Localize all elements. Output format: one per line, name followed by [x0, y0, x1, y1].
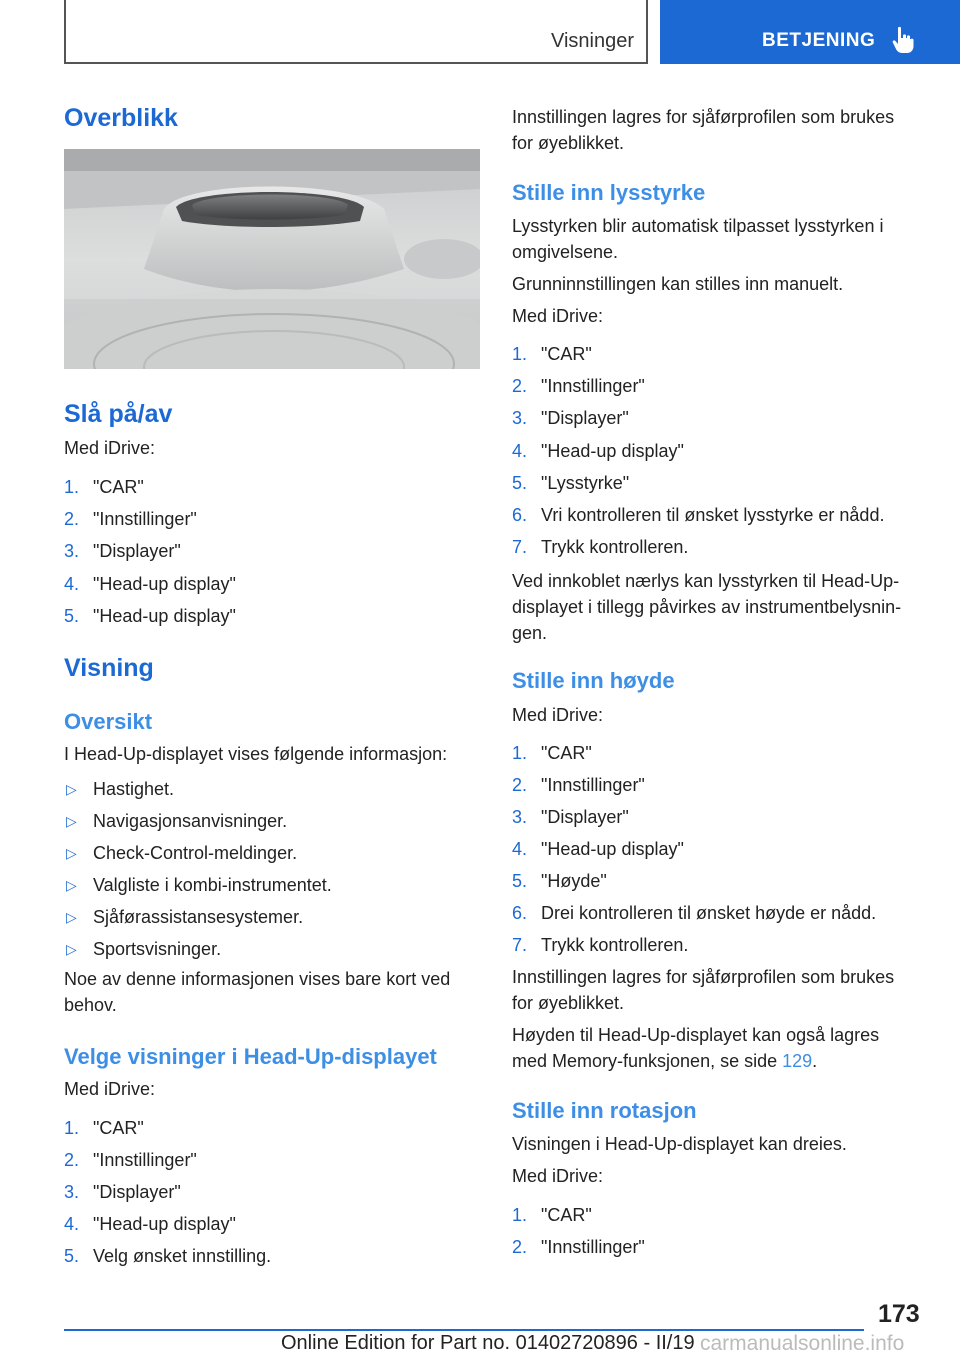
head-up-display-photo: [64, 149, 480, 369]
oversikt-note-line-2: behov.: [64, 995, 117, 1015]
edition-text: Online Edition for Part no. 01402720896 - II/19: [281, 1332, 695, 1354]
oversikt-intro: I Head-Up-displayet vises følgende informasjon:: [64, 744, 448, 764]
brightness-note-line-1: Ved innkoblet nærlys kan lysstyrken til Head-Up-: [512, 571, 900, 591]
profile-note-line-2: for øyeblikket.: [512, 133, 625, 153]
brightness-note-line-3: gen.: [512, 623, 548, 643]
brightness-title: Stille inn lysstyrke: [512, 180, 706, 205]
brightness-p2: Grunninnstillingen kan stilles inn manuelt.: [512, 274, 844, 294]
height-note-line-1: Innstillingen lagres for sjåførprofilen som brukes: [512, 967, 895, 987]
memory-note-line-2: med Memory-funksjonen, se side 129.: [512, 1051, 818, 1071]
brightness-intro: Med iDrive:: [512, 306, 604, 326]
height-intro: Med iDrive:: [512, 705, 604, 725]
display-title: Visning: [64, 654, 154, 682]
select-intro: Med iDrive:: [64, 1079, 156, 1099]
oversikt-title: Oversikt: [64, 709, 153, 734]
onoff-title: Slå på/av: [64, 400, 173, 428]
height-title: Stille inn høyde: [512, 668, 675, 693]
header-chapter-label: BETJENING: [762, 30, 876, 51]
page-link-129[interactable]: 129: [782, 1051, 813, 1071]
watermark-text: carmanualsonline.info: [700, 1332, 905, 1355]
page-number: 173: [878, 1300, 920, 1328]
select-title: Velge visninger i Head-Up-displayet: [64, 1044, 437, 1069]
overview-title: Overblikk: [64, 104, 178, 132]
rotation-title: Stille inn rotasjon: [512, 1098, 697, 1123]
header-section-box: [64, 0, 648, 64]
oversikt-note-line-1: Noe av denne informasjonen vises bare kort ved: [64, 969, 451, 989]
height-note-line-2: for øyeblikket.: [512, 993, 625, 1013]
profile-note-line-1: Innstillingen lagres for sjåførprofilen som brukes: [512, 107, 895, 127]
rotation-intro: Med iDrive:: [512, 1166, 604, 1186]
onoff-intro: Med iDrive:: [64, 438, 156, 458]
footer-divider: [64, 1329, 864, 1331]
rotation-paragraph: Visningen i Head-Up-displayet kan dreies.: [512, 1134, 847, 1154]
memory-note-line-1: Høyden til Head-Up-displayet kan også lagres: [512, 1025, 880, 1045]
brightness-p1-line-1: Lysstyrken blir automatisk tilpasset lysstyrken i: [512, 216, 884, 236]
header-chapter-tab[interactable]: [660, 0, 960, 64]
brightness-note-line-2: displayet i tillegg påvirkes av instrumentbelysnin-: [512, 597, 902, 617]
brightness-p1-line-2: omgivelsene.: [512, 242, 619, 262]
hand-pointer-icon: [892, 26, 914, 54]
header-section-title: Visninger: [550, 30, 634, 52]
